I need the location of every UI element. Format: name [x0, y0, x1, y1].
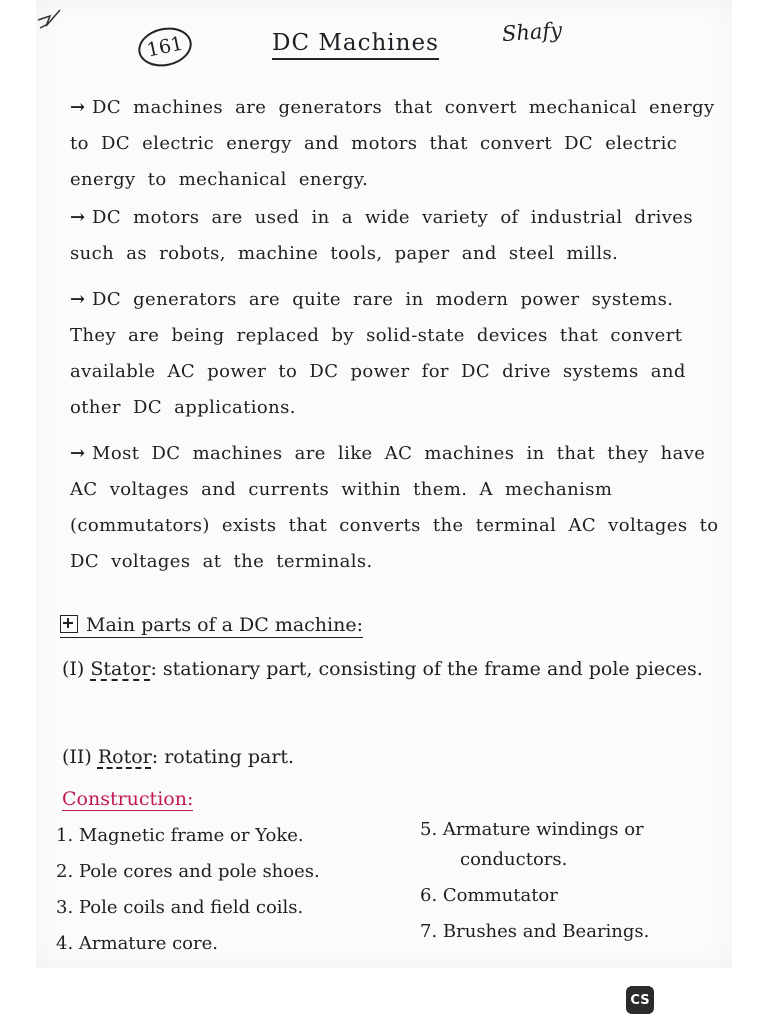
- stator-term: Stator: [90, 658, 151, 680]
- paragraph-text: DC machines are generators that convert mechanical energy to DC electric energy and motors that convert DC electric energy to mechanical energy.: [70, 97, 715, 190]
- paragraph-2: [70, 200, 730, 272]
- rotor-description: : rotating part.: [151, 746, 295, 768]
- boxed-plus-icon: [60, 615, 78, 633]
- stator-item: [62, 650, 722, 688]
- paragraph-1: [70, 90, 730, 198]
- paragraph-text: DC generators are quite rare in modern power systems. They are being replaced by solid-state devices that convert available AC power to DC power for DC drive systems and other DC applications.: [70, 289, 686, 418]
- list-item: 1. Magnetic frame or Yoke.: [56, 825, 304, 846]
- arrow-icon: →: [70, 289, 86, 310]
- arrow-icon: →: [70, 207, 86, 228]
- list-item: 6. Commutator: [420, 885, 558, 906]
- arrow-icon: →: [70, 443, 86, 464]
- rotor-term: Rotor: [97, 746, 152, 768]
- construction-heading: Construction:: [62, 788, 194, 810]
- stator-description: : stationary part, consisting of the frame and pole pieces.: [150, 658, 703, 680]
- rotor-number: (II): [62, 746, 92, 768]
- page-header: [130, 17, 630, 72]
- paragraph-text: Most DC machines are like AC machines in that they have AC voltages and currents within them. A mechanism (commutators) exists that converts the terminal AC voltages to DC voltages at the terminals.: [70, 443, 719, 572]
- list-item: 2. Pole cores and pole shoes.: [56, 861, 320, 882]
- main-parts-heading: [60, 614, 363, 638]
- list-item-continuation: conductors.: [460, 849, 568, 870]
- construction-list-left: [56, 818, 416, 962]
- camscanner-logo: CS: [626, 986, 654, 1014]
- main-parts-heading-text: Main parts of a DC machine:: [86, 614, 364, 636]
- corner-scribble: [36, 6, 76, 34]
- rotor-item: [62, 738, 722, 776]
- paragraph-text: DC motors are used in a wide variety of industrial drives such as robots, machine tools, paper and steel mills.: [70, 207, 693, 264]
- author-name: Shafy: [501, 17, 563, 47]
- stator-number: (I): [62, 658, 85, 680]
- arrow-icon: →: [70, 97, 86, 118]
- page-title: DC Machines: [272, 30, 439, 60]
- page-number: 161: [135, 23, 196, 71]
- paragraph-3: [70, 282, 730, 426]
- list-item: 4. Armature core.: [56, 933, 218, 954]
- list-item: 5. Armature windings or: [420, 819, 644, 840]
- paragraph-4: [70, 436, 730, 580]
- list-item: 7. Brushes and Bearings.: [420, 921, 650, 942]
- list-item: 3. Pole coils and field coils.: [56, 897, 304, 918]
- construction-list-right: [420, 812, 720, 950]
